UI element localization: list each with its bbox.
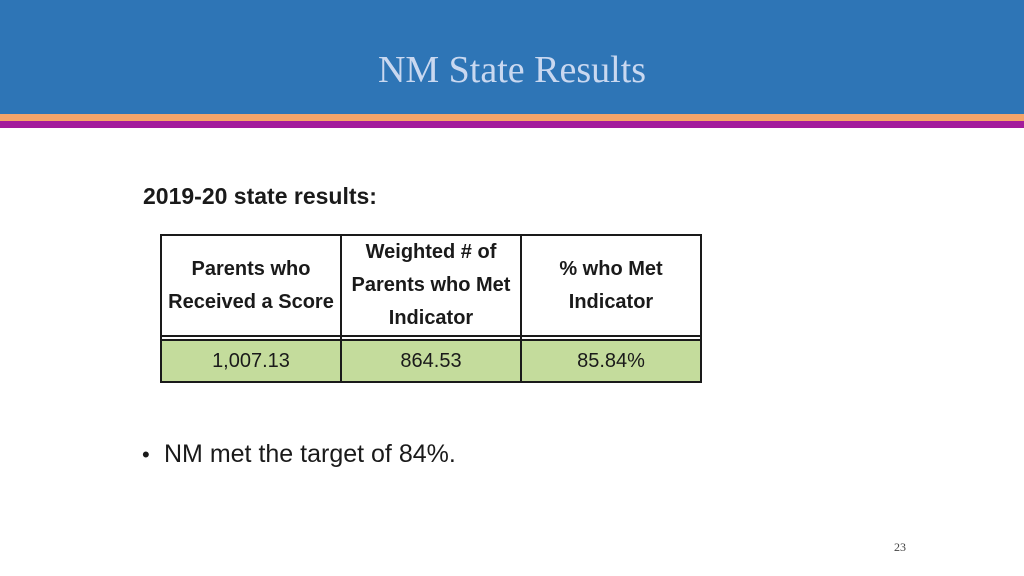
bullet-dot-icon: •: [142, 442, 150, 467]
accent-stripe-purple: [0, 121, 1024, 128]
title-banner: [0, 0, 1024, 114]
value-percent-met: 85.84%: [521, 340, 701, 382]
value-weighted-parents-met: 864.53: [341, 340, 521, 382]
header-weighted-parents-met: Weighted # of Parents who Met Indicator: [341, 235, 521, 336]
bullet-text: NM met the target of 84%.: [164, 440, 456, 468]
accent-stripe-orange: [0, 114, 1024, 121]
table-header-row: [161, 235, 701, 336]
bullet-item: [142, 440, 456, 469]
results-table: [160, 234, 702, 383]
header-parents-received-score: Parents who Received a Score: [161, 235, 341, 336]
page-number: 23: [894, 540, 906, 554]
section-heading: 2019-20 state results:: [143, 183, 377, 209]
header-percent-met: % who Met Indicator: [521, 235, 701, 336]
table-value-row: [161, 340, 701, 382]
value-parents-received-score: 1,007.13: [161, 340, 341, 382]
slide-title: NM State Results: [377, 49, 647, 91]
